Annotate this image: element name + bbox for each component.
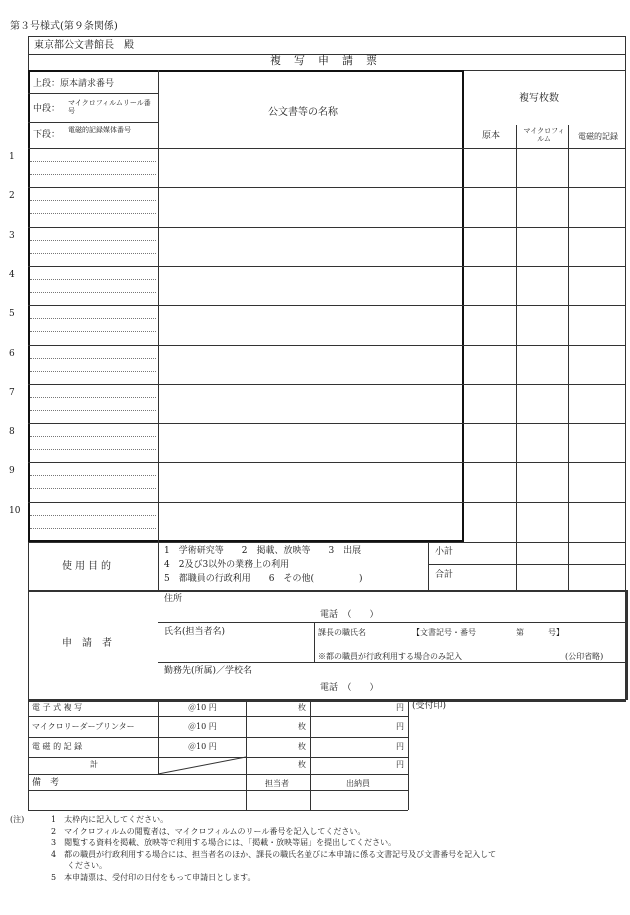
- applicant-name: 氏名(担当者名): [164, 627, 226, 637]
- row-number: 8: [9, 427, 15, 437]
- seal-omitted: (公印省略): [565, 652, 604, 661]
- row-number: 4: [9, 270, 15, 280]
- subtotal-label: 小計: [435, 547, 454, 557]
- fee-row-price: ＠10 円: [188, 722, 217, 731]
- staff-note: ※都の職員が行政利用する場合のみ記入: [318, 652, 462, 661]
- person-in-charge: 担当者: [265, 779, 289, 788]
- row-number: 5: [9, 309, 15, 319]
- purpose-line-3: 5 都職員の行政利用 6 その他( ): [164, 574, 363, 584]
- fee-row-label: 電 子 式 複 写: [32, 703, 83, 712]
- receipt-stamp: (受付印): [412, 701, 447, 711]
- fee-row-label: 電 磁 的 記 録: [32, 742, 83, 751]
- applicant-phone: 電話 （ ）: [320, 610, 379, 620]
- applicant-address: 住所: [164, 594, 183, 604]
- row-number: 10: [9, 506, 21, 516]
- fee-row-price: ＠10 円: [188, 703, 217, 712]
- fee-row-label: マイクロリーダープリンター: [32, 722, 135, 731]
- row-number: 6: [9, 349, 15, 359]
- applicant-label: 申 請 者: [62, 638, 112, 649]
- chief-name: 課長の職氏名: [318, 628, 366, 637]
- fee-row-yen: 円: [396, 703, 404, 712]
- fee-row-unit: 枚: [298, 722, 306, 731]
- note-item: 1 太枠内に記入してください。: [51, 815, 169, 824]
- header-microfilm: マイクロフィルム: [523, 127, 565, 143]
- fee-row-price: ＠10 円: [188, 742, 217, 751]
- header-lower-value: 電磁的記録媒体番号: [68, 126, 131, 134]
- note-item: ください。: [51, 861, 107, 870]
- row-number: 1: [9, 152, 15, 162]
- document-number: 【文書記号・番号 第 号】: [412, 628, 564, 637]
- header-electronic: 電磁的記録: [578, 132, 618, 141]
- header-document-name: 公文書等の名称: [268, 107, 338, 118]
- header-copies: 複写枚数: [519, 93, 559, 104]
- header-upper: 上段：原本請求番号: [33, 79, 115, 89]
- fee-row-yen: 円: [396, 760, 404, 769]
- notes-prefix: (注): [10, 815, 25, 824]
- fee-row-unit: 枚: [298, 742, 306, 751]
- page-title: 複 写 申 請 票: [270, 54, 378, 67]
- fee-row-yen: 円: [396, 722, 404, 731]
- fee-row-yen: 円: [396, 742, 404, 751]
- note-item: 3 閲覧する資料を掲載、放映等で利用する場合には、「掲載・放映等届」を提出してください。: [51, 838, 397, 847]
- applicant-workplace: 勤務先(所属)／学校名: [164, 666, 253, 676]
- fee-row-label: 計: [90, 760, 98, 769]
- purpose-line-1: 1 学術研究等 2 掲載、放映等 3 出展: [164, 546, 362, 556]
- row-number: 7: [9, 388, 15, 398]
- addressee: 東京都公文書館長 殿: [34, 40, 134, 51]
- form-label: 第３号様式(第９条関係): [10, 21, 118, 32]
- row-number: 3: [9, 231, 15, 241]
- applicant-phone-2: 電話 （ ）: [320, 683, 379, 693]
- purpose-line-2: 4 2及び3以外の業務上の利用: [164, 560, 290, 570]
- header-middle-label: 中段：: [33, 104, 61, 114]
- header-middle-value: マイクロフィルムリール番号: [68, 99, 151, 115]
- header-original: 原本: [481, 131, 500, 141]
- purpose-label: 使用目的: [62, 561, 114, 572]
- fee-row-unit: 枚: [298, 760, 306, 769]
- total-label: 合計: [435, 570, 454, 580]
- note-item: 5 本申請票は、受付印の日付をもって申請日とします。: [51, 872, 256, 882]
- fee-row-unit: 枚: [298, 703, 306, 712]
- note-item: 4 都の職員が行政利用する場合には、担当者名のほか、課長の職氏名並びに本申請に係る文書記号及び文書番号を記入して: [51, 849, 497, 859]
- cashier: 出納員: [346, 779, 370, 788]
- header-lower-label: 下段：: [33, 130, 61, 140]
- note-item: 2 マイクロフィルムの閲覧者は、マイクロフィルムのリール番号を記入してください。: [51, 826, 366, 836]
- row-number: 2: [9, 191, 15, 201]
- remarks-label: 備 考: [32, 778, 60, 788]
- row-number: 9: [9, 466, 15, 476]
